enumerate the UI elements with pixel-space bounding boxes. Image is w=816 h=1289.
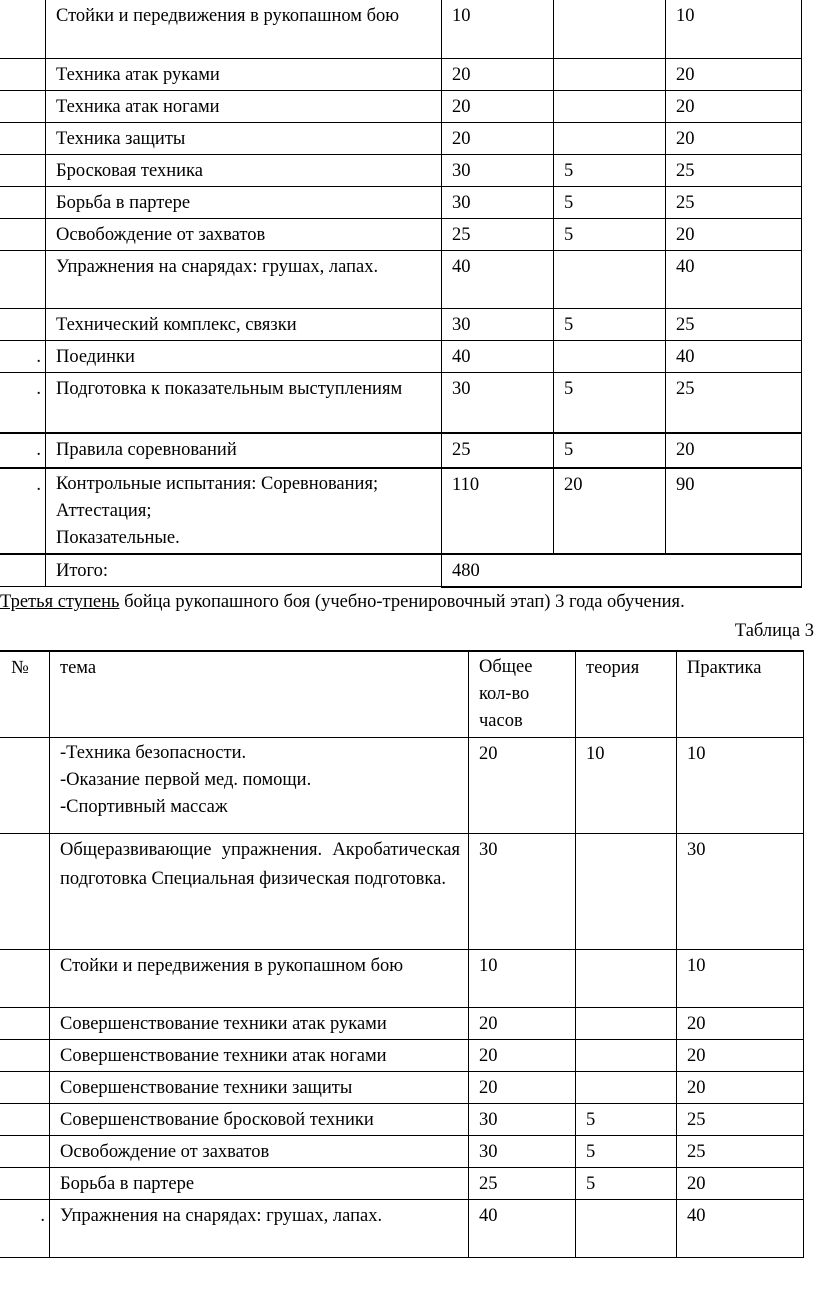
row-theory <box>554 0 666 59</box>
row-total: 30 <box>442 373 554 433</box>
row-theory <box>576 1199 677 1257</box>
row-number: . <box>0 1199 50 1257</box>
row-total: 20 <box>442 123 554 155</box>
header-total-line: Общее <box>479 657 533 677</box>
row-theory <box>576 833 677 949</box>
row-number <box>0 187 46 219</box>
row-practice: 25 <box>677 1103 804 1135</box>
table-row <box>0 433 802 468</box>
row-practice: 20 <box>677 1007 804 1039</box>
row-topic: Упражнения на снарядах: грушах, лапах. <box>46 251 442 309</box>
table-row <box>0 251 802 309</box>
row-number: . <box>0 468 46 554</box>
row-number <box>0 59 46 91</box>
table-row <box>0 123 802 155</box>
table-row <box>0 949 804 1007</box>
row-number <box>0 1071 50 1103</box>
row-topic: Технический комплекс, связки <box>46 309 442 341</box>
row-topic: Техника защиты <box>46 123 442 155</box>
row-number: . <box>0 341 46 373</box>
row-practice: 25 <box>666 373 802 433</box>
row-theory: 5 <box>554 309 666 341</box>
row-total: 110 <box>442 468 554 554</box>
table-row <box>0 1071 804 1103</box>
table-row <box>0 91 802 123</box>
row-number <box>0 1167 50 1199</box>
row-theory: 5 <box>554 373 666 433</box>
row-theory <box>576 1007 677 1039</box>
row-total: 20 <box>442 91 554 123</box>
row-topic: Освобождение от захватов <box>46 219 442 251</box>
row-topic <box>46 468 442 554</box>
table-row <box>0 1167 804 1199</box>
row-total: 20 <box>469 1071 576 1103</box>
row-practice: 20 <box>666 91 802 123</box>
row-theory: 5 <box>576 1167 677 1199</box>
row-topic: Общеразвивающие упражнения. Акробатическая подготовка Специальная физическая подготовка. <box>50 833 469 949</box>
row-total: 30 <box>469 1135 576 1167</box>
row-total: 25 <box>469 1167 576 1199</box>
row-topic: Борьба в партере <box>46 187 442 219</box>
row-practice: 20 <box>666 59 802 91</box>
row-topic: Подготовка к показательным выступлениям <box>46 373 442 433</box>
topic-line: -Оказание первой мед. помощи. <box>60 769 312 790</box>
row-number <box>0 155 46 187</box>
total-label: Итого: <box>46 554 442 587</box>
table-row <box>0 187 802 219</box>
row-number <box>0 123 46 155</box>
header-total-line: часов <box>479 711 523 731</box>
row-number: . <box>0 433 46 468</box>
section-caption <box>0 592 685 613</box>
row-topic: Поединки <box>46 341 442 373</box>
row-topic: Стойки и передвижения в рукопашном бою <box>46 0 442 59</box>
row-practice: 90 <box>666 468 802 554</box>
row-topic: Бросковая техника <box>46 155 442 187</box>
table-row <box>0 468 802 554</box>
row-topic: Правила соревнований <box>46 433 442 468</box>
header-practice: Практика <box>677 651 804 737</box>
table-row <box>0 833 804 949</box>
row-number <box>0 554 46 587</box>
table-header-row <box>0 651 804 737</box>
row-theory: 5 <box>554 155 666 187</box>
row-practice: 20 <box>677 1039 804 1071</box>
row-number <box>0 1103 50 1135</box>
row-total: 30 <box>469 1103 576 1135</box>
row-number <box>0 0 46 59</box>
table-row <box>0 1007 804 1039</box>
table-row <box>0 0 802 59</box>
table-row <box>0 1039 804 1071</box>
row-number <box>0 1007 50 1039</box>
row-number: . <box>0 373 46 433</box>
row-topic: Совершенствование техники атак руками <box>50 1007 469 1039</box>
row-theory: 20 <box>554 468 666 554</box>
row-topic: Совершенствование бросковой техники <box>50 1103 469 1135</box>
topic-line: -Техника безопасности. <box>60 742 247 763</box>
header-topic: тема <box>50 651 469 737</box>
row-practice: 20 <box>666 433 802 468</box>
row-theory: 5 <box>576 1103 677 1135</box>
table-row <box>0 59 802 91</box>
row-total: 10 <box>469 949 576 1007</box>
row-theory <box>554 341 666 373</box>
row-total: 40 <box>442 251 554 309</box>
row-topic <box>50 737 469 833</box>
row-theory <box>554 91 666 123</box>
row-number <box>0 949 50 1007</box>
row-theory: 5 <box>554 219 666 251</box>
row-total: 25 <box>442 219 554 251</box>
row-practice: 20 <box>677 1167 804 1199</box>
row-number <box>0 219 46 251</box>
program-table-2 <box>0 0 802 588</box>
row-theory <box>576 949 677 1007</box>
row-practice: 10 <box>677 949 804 1007</box>
row-topic: Освобождение от захватов <box>50 1135 469 1167</box>
table-row <box>0 309 802 341</box>
row-theory <box>554 251 666 309</box>
topic-line: -Спортивный массаж <box>60 796 228 817</box>
program-table-3 <box>0 650 804 1258</box>
row-practice: 20 <box>666 219 802 251</box>
row-topic: Борьба в партере <box>50 1167 469 1199</box>
table-row <box>0 1199 804 1257</box>
table-row <box>0 1103 804 1135</box>
row-number <box>0 91 46 123</box>
row-topic: Техника атак руками <box>46 59 442 91</box>
row-theory <box>554 59 666 91</box>
row-theory <box>576 1071 677 1103</box>
header-theory: теория <box>576 651 677 737</box>
row-theory: 10 <box>576 737 677 833</box>
row-topic: Совершенствование техники атак ногами <box>50 1039 469 1071</box>
row-practice: 10 <box>666 0 802 59</box>
topic-line: Показательные. <box>56 527 180 548</box>
header-total <box>469 651 576 737</box>
row-total: 20 <box>469 737 576 833</box>
row-total: 30 <box>442 187 554 219</box>
row-total: 30 <box>442 309 554 341</box>
row-theory: 5 <box>554 433 666 468</box>
row-number <box>0 1039 50 1071</box>
table-row <box>0 373 802 433</box>
table-row <box>0 155 802 187</box>
row-theory: 5 <box>576 1135 677 1167</box>
row-practice: 30 <box>677 833 804 949</box>
total-value: 480 <box>442 554 802 587</box>
row-practice: 25 <box>666 155 802 187</box>
table-label: Таблица 3 <box>734 621 814 641</box>
row-number <box>0 737 50 833</box>
row-practice: 40 <box>666 341 802 373</box>
row-number <box>0 1135 50 1167</box>
row-theory: 5 <box>554 187 666 219</box>
header-num: № <box>0 651 50 737</box>
caption-text: бойца рукопашного боя (учебно-тренировочный этап) 3 года обучения. <box>119 592 685 612</box>
row-total: 25 <box>442 433 554 468</box>
row-number <box>0 833 50 949</box>
row-topic: Совершенствование техники защиты <box>50 1071 469 1103</box>
row-topic: Техника атак ногами <box>46 91 442 123</box>
row-practice: 25 <box>666 309 802 341</box>
row-total: 20 <box>442 59 554 91</box>
row-number <box>0 251 46 309</box>
row-practice: 25 <box>666 187 802 219</box>
row-theory <box>576 1039 677 1071</box>
row-practice: 40 <box>677 1199 804 1257</box>
row-number <box>0 309 46 341</box>
row-total: 30 <box>469 833 576 949</box>
row-total: 40 <box>469 1199 576 1257</box>
row-topic: Упражнения на снарядах: грушах, лапах. <box>50 1199 469 1257</box>
table-row <box>0 737 804 833</box>
table-row <box>0 1135 804 1167</box>
row-practice: 10 <box>677 737 804 833</box>
row-total: 10 <box>442 0 554 59</box>
row-topic: Стойки и передвижения в рукопашном бою <box>50 949 469 1007</box>
total-row <box>0 554 802 587</box>
row-practice: 20 <box>666 123 802 155</box>
row-total: 20 <box>469 1007 576 1039</box>
row-total: 30 <box>442 155 554 187</box>
row-total: 40 <box>442 341 554 373</box>
topic-line: Аттестация; <box>56 500 152 521</box>
row-total: 20 <box>469 1039 576 1071</box>
row-practice: 40 <box>666 251 802 309</box>
row-practice: 20 <box>677 1071 804 1103</box>
header-total-line: кол-во <box>479 684 530 704</box>
caption-underlined: Третья ступень <box>0 592 120 612</box>
row-theory <box>554 123 666 155</box>
topic-line: Контрольные испытания: Соревнования; <box>56 473 379 494</box>
table-row <box>0 219 802 251</box>
row-practice: 25 <box>677 1135 804 1167</box>
table-row <box>0 341 802 373</box>
